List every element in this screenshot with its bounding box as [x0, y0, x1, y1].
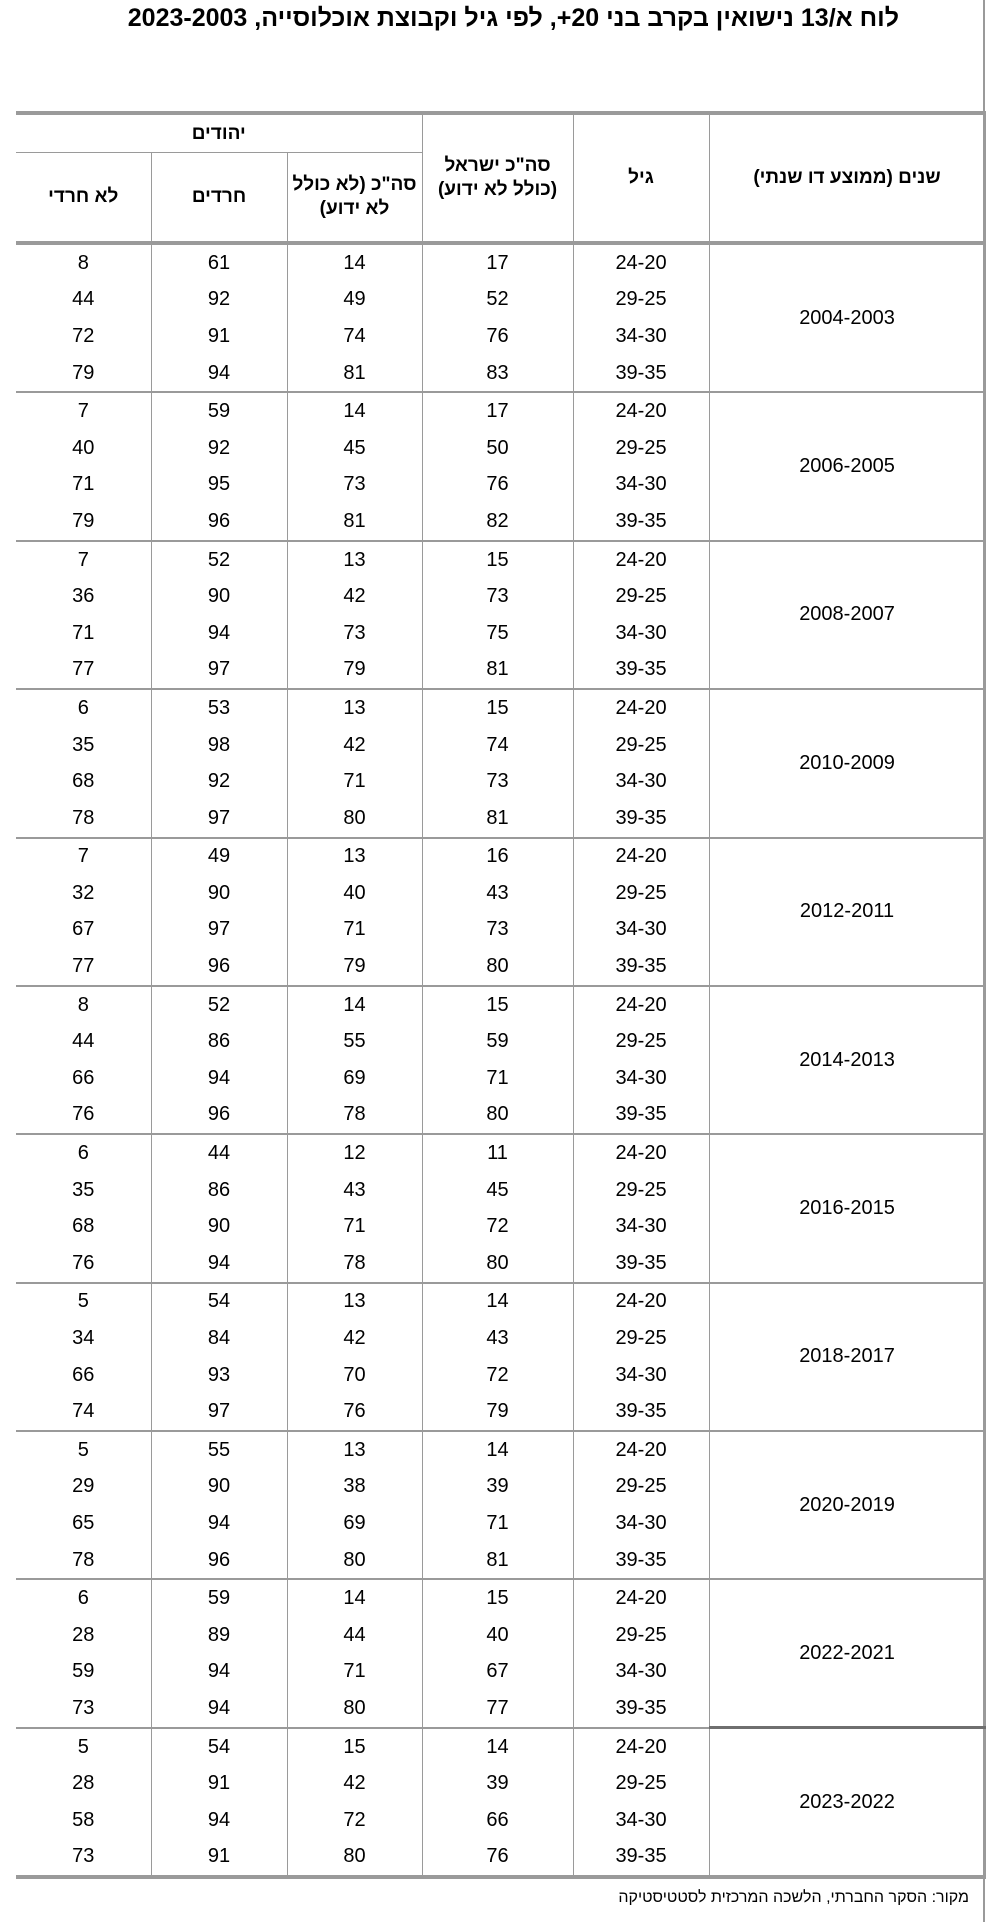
cell-jews-total: 42: [287, 1765, 422, 1802]
source-note: מקור: הסקר החברתי, הלשכה המרכזית לסטטיסטיקה: [618, 1889, 969, 1906]
cell-israel-total: 72: [422, 1208, 573, 1245]
table-row: [16, 1283, 985, 1321]
cell-israel-total: 76: [422, 467, 573, 504]
cell-haredim: 55: [151, 1431, 287, 1469]
cell-non-haredi: 7: [16, 838, 151, 876]
cell-jews-total: 81: [287, 355, 422, 393]
cell-age: 34-30: [573, 1357, 709, 1394]
cell-haredim: 54: [151, 1728, 287, 1766]
cell-israel-total: 83: [422, 355, 573, 393]
cell-jews-total: 42: [287, 1320, 422, 1357]
cell-age: 39-35: [573, 1839, 709, 1878]
cell-age: 29-25: [573, 1172, 709, 1209]
cell-haredim: 94: [151, 1505, 287, 1542]
cell-non-haredi: 72: [16, 318, 151, 355]
cell-israel-total: 80: [422, 1245, 573, 1283]
cell-haredim: 97: [151, 1393, 287, 1431]
cell-jews-total: 69: [287, 1505, 422, 1542]
cell-jews-total: 71: [287, 763, 422, 800]
cell-age: 34-30: [573, 318, 709, 355]
cell-israel-total: 11: [422, 1134, 573, 1172]
cell-non-haredi: 40: [16, 430, 151, 467]
cell-jews-total: 45: [287, 430, 422, 467]
cell-israel-total: 66: [422, 1802, 573, 1839]
cell-non-haredi: 79: [16, 503, 151, 541]
cell-age: 24-20: [573, 392, 709, 430]
cell-jews-total: 72: [287, 1802, 422, 1839]
cell-jews-total: 80: [287, 800, 422, 838]
cell-haredim: 84: [151, 1320, 287, 1357]
cell-jews-total: 79: [287, 652, 422, 690]
table-body: [16, 243, 985, 1877]
cell-israel-total: 81: [422, 1542, 573, 1580]
cell-haredim: 96: [151, 1542, 287, 1580]
cell-age: 24-20: [573, 1283, 709, 1321]
cell-non-haredi: 68: [16, 763, 151, 800]
cell-non-haredi: 6: [16, 689, 151, 727]
cell-years: 2022-2021: [709, 1579, 985, 1727]
cell-age: 34-30: [573, 467, 709, 504]
cell-years: 2004-2003: [709, 243, 985, 392]
cell-israel-total: 67: [422, 1654, 573, 1691]
table-row: [16, 1431, 985, 1469]
cell-haredim: 89: [151, 1617, 287, 1654]
cell-age: 24-20: [573, 1579, 709, 1617]
cell-jews-total: 38: [287, 1469, 422, 1506]
cell-age: 29-25: [573, 727, 709, 764]
header-jews-group: יהודים: [16, 113, 422, 153]
cell-non-haredi: 77: [16, 948, 151, 986]
cell-non-haredi: 76: [16, 1245, 151, 1283]
cell-non-haredi: 71: [16, 467, 151, 504]
cell-jews-total: 14: [287, 1579, 422, 1617]
cell-jews-total: 42: [287, 727, 422, 764]
cell-jews-total: 14: [287, 243, 422, 282]
cell-age: 39-35: [573, 652, 709, 690]
cell-israel-total: 14: [422, 1431, 573, 1469]
cell-israel-total: 15: [422, 689, 573, 727]
cell-israel-total: 77: [422, 1690, 573, 1728]
cell-jews-total: 73: [287, 467, 422, 504]
marriage-table: [16, 111, 986, 1879]
cell-years: 2023-2022: [709, 1728, 985, 1877]
cell-haredim: 96: [151, 1097, 287, 1135]
cell-jews-total: 13: [287, 689, 422, 727]
cell-haredim: 97: [151, 800, 287, 838]
cell-age: 34-30: [573, 615, 709, 652]
cell-israel-total: 43: [422, 875, 573, 912]
table-row: [16, 1579, 985, 1617]
cell-haredim: 59: [151, 392, 287, 430]
cell-haredim: 86: [151, 1172, 287, 1209]
cell-haredim: 59: [151, 1579, 287, 1617]
cell-israel-total: 74: [422, 727, 573, 764]
cell-jews-total: 73: [287, 615, 422, 652]
cell-age: 29-25: [573, 1023, 709, 1060]
cell-haredim: 92: [151, 763, 287, 800]
cell-jews-total: 81: [287, 503, 422, 541]
cell-israel-total: 16: [422, 838, 573, 876]
cell-jews-total: 80: [287, 1839, 422, 1878]
cell-israel-total: 14: [422, 1728, 573, 1766]
cell-jews-total: 70: [287, 1357, 422, 1394]
cell-non-haredi: 66: [16, 1357, 151, 1394]
cell-haredim: 98: [151, 727, 287, 764]
table-title: לוח א/13 נישואין בקרב בני 20+, לפי גיל וקבוצת אוכלוסייה, 2023-2003: [127, 4, 899, 32]
cell-age: 34-30: [573, 1802, 709, 1839]
cell-jews-total: 71: [287, 1208, 422, 1245]
cell-non-haredi: 8: [16, 986, 151, 1024]
cell-israel-total: 71: [422, 1505, 573, 1542]
cell-age: 34-30: [573, 1505, 709, 1542]
cell-israel-total: 59: [422, 1023, 573, 1060]
cell-non-haredi: 59: [16, 1654, 151, 1691]
cell-age: 24-20: [573, 1431, 709, 1469]
cell-years: 2014-2013: [709, 986, 985, 1134]
cell-non-haredi: 28: [16, 1617, 151, 1654]
cell-haredim: 94: [151, 615, 287, 652]
cell-age: 39-35: [573, 800, 709, 838]
cell-years: 2016-2015: [709, 1134, 985, 1282]
cell-israel-total: 17: [422, 243, 573, 282]
header-non-haredi: לא חרדי: [16, 153, 151, 244]
cell-age: 24-20: [573, 1728, 709, 1766]
table-row: [16, 689, 985, 727]
cell-haredim: 49: [151, 838, 287, 876]
cell-age: 29-25: [573, 1320, 709, 1357]
cell-non-haredi: 36: [16, 578, 151, 615]
cell-age: 39-35: [573, 503, 709, 541]
table-header: [16, 113, 985, 243]
cell-haredim: 86: [151, 1023, 287, 1060]
cell-age: 39-35: [573, 1097, 709, 1135]
cell-haredim: 91: [151, 1839, 287, 1878]
cell-haredim: 52: [151, 541, 287, 579]
cell-israel-total: 39: [422, 1765, 573, 1802]
cell-haredim: 90: [151, 1469, 287, 1506]
cell-israel-total: 81: [422, 800, 573, 838]
cell-age: 29-25: [573, 875, 709, 912]
cell-israel-total: 15: [422, 986, 573, 1024]
cell-haredim: 94: [151, 1060, 287, 1097]
cell-jews-total: 78: [287, 1097, 422, 1135]
cell-jews-total: 15: [287, 1728, 422, 1766]
cell-non-haredi: 58: [16, 1802, 151, 1839]
cell-israel-total: 82: [422, 503, 573, 541]
cell-non-haredi: 8: [16, 243, 151, 282]
cell-non-haredi: 34: [16, 1320, 151, 1357]
table-row: [16, 838, 985, 876]
cell-non-haredi: 35: [16, 727, 151, 764]
header-haredim: חרדים: [151, 153, 287, 244]
cell-age: 34-30: [573, 763, 709, 800]
cell-non-haredi: 74: [16, 1393, 151, 1431]
cell-non-haredi: 29: [16, 1469, 151, 1506]
cell-years: 2012-2011: [709, 838, 985, 986]
cell-jews-total: 40: [287, 875, 422, 912]
cell-israel-total: 14: [422, 1283, 573, 1321]
cell-haredim: 91: [151, 318, 287, 355]
cell-age: 39-35: [573, 1542, 709, 1580]
cell-non-haredi: 66: [16, 1060, 151, 1097]
cell-jews-total: 80: [287, 1690, 422, 1728]
cell-age: 29-25: [573, 282, 709, 319]
table-row: [16, 1134, 985, 1172]
cell-non-haredi: 7: [16, 392, 151, 430]
cell-non-haredi: 32: [16, 875, 151, 912]
cell-jews-total: 14: [287, 986, 422, 1024]
table-row: [16, 986, 985, 1024]
cell-haredim: 44: [151, 1134, 287, 1172]
cell-age: 39-35: [573, 1245, 709, 1283]
cell-non-haredi: 44: [16, 1023, 151, 1060]
cell-jews-total: 13: [287, 1431, 422, 1469]
cell-israel-total: 40: [422, 1617, 573, 1654]
header-age: גיל: [573, 113, 709, 243]
cell-haredim: 90: [151, 875, 287, 912]
cell-non-haredi: 73: [16, 1839, 151, 1878]
cell-haredim: 90: [151, 578, 287, 615]
cell-non-haredi: 5: [16, 1431, 151, 1469]
cell-haredim: 90: [151, 1208, 287, 1245]
cell-years: 2020-2019: [709, 1431, 985, 1579]
cell-haredim: 94: [151, 1245, 287, 1283]
cell-non-haredi: 6: [16, 1134, 151, 1172]
cell-israel-total: 73: [422, 763, 573, 800]
cell-non-haredi: 71: [16, 615, 151, 652]
cell-non-haredi: 67: [16, 912, 151, 949]
cell-jews-total: 71: [287, 1654, 422, 1691]
cell-haredim: 94: [151, 355, 287, 393]
cell-jews-total: 79: [287, 948, 422, 986]
cell-non-haredi: 44: [16, 282, 151, 319]
cell-non-haredi: 73: [16, 1690, 151, 1728]
cell-haredim: 92: [151, 430, 287, 467]
cell-israel-total: 45: [422, 1172, 573, 1209]
cell-years: 2006-2005: [709, 392, 985, 540]
cell-israel-total: 39: [422, 1469, 573, 1506]
cell-haredim: 95: [151, 467, 287, 504]
cell-israel-total: 76: [422, 1839, 573, 1878]
cell-israel-total: 76: [422, 318, 573, 355]
cell-israel-total: 50: [422, 430, 573, 467]
cell-haredim: 97: [151, 912, 287, 949]
cell-age: 39-35: [573, 948, 709, 986]
cell-jews-total: 71: [287, 912, 422, 949]
cell-age: 24-20: [573, 541, 709, 579]
cell-non-haredi: 5: [16, 1728, 151, 1766]
cell-age: 29-25: [573, 1617, 709, 1654]
table-row: [16, 541, 985, 579]
cell-non-haredi: 6: [16, 1579, 151, 1617]
cell-israel-total: 72: [422, 1357, 573, 1394]
cell-jews-total: 13: [287, 541, 422, 579]
cell-non-haredi: 5: [16, 1283, 151, 1321]
cell-non-haredi: 78: [16, 1542, 151, 1580]
cell-haredim: 96: [151, 503, 287, 541]
cell-jews-total: 13: [287, 838, 422, 876]
cell-jews-total: 76: [287, 1393, 422, 1431]
header-years: שנים (ממוצע דו שנתי): [709, 113, 985, 243]
cell-non-haredi: 77: [16, 652, 151, 690]
cell-israel-total: 73: [422, 912, 573, 949]
cell-non-haredi: 7: [16, 541, 151, 579]
cell-israel-total: 73: [422, 578, 573, 615]
cell-years: 2010-2009: [709, 689, 985, 837]
cell-israel-total: 80: [422, 948, 573, 986]
cell-age: 24-20: [573, 838, 709, 876]
cell-age: 24-20: [573, 986, 709, 1024]
header-israel-total: סה"כ ישראל (כולל לא ידוע): [422, 113, 573, 243]
cell-years: 2018-2017: [709, 1283, 985, 1431]
cell-haredim: 52: [151, 986, 287, 1024]
cell-jews-total: 14: [287, 392, 422, 430]
cell-years: 2008-2007: [709, 541, 985, 689]
cell-non-haredi: 68: [16, 1208, 151, 1245]
cell-haredim: 97: [151, 652, 287, 690]
cell-haredim: 91: [151, 1765, 287, 1802]
cell-israel-total: 75: [422, 615, 573, 652]
cell-jews-total: 12: [287, 1134, 422, 1172]
cell-haredim: 94: [151, 1802, 287, 1839]
cell-haredim: 92: [151, 282, 287, 319]
cell-jews-total: 78: [287, 1245, 422, 1283]
cell-non-haredi: 76: [16, 1097, 151, 1135]
cell-israel-total: 17: [422, 392, 573, 430]
cell-non-haredi: 78: [16, 800, 151, 838]
cell-haredim: 94: [151, 1654, 287, 1691]
cell-israel-total: 71: [422, 1060, 573, 1097]
cell-israel-total: 15: [422, 1579, 573, 1617]
cell-jews-total: 69: [287, 1060, 422, 1097]
cell-non-haredi: 65: [16, 1505, 151, 1542]
cell-jews-total: 43: [287, 1172, 422, 1209]
cell-israel-total: 15: [422, 541, 573, 579]
cell-jews-total: 44: [287, 1617, 422, 1654]
cell-jews-total: 42: [287, 578, 422, 615]
cell-age: 39-35: [573, 1393, 709, 1431]
cell-non-haredi: 35: [16, 1172, 151, 1209]
cell-jews-total: 80: [287, 1542, 422, 1580]
cell-age: 34-30: [573, 1060, 709, 1097]
cell-age: 34-30: [573, 1654, 709, 1691]
cell-israel-total: 79: [422, 1393, 573, 1431]
cell-non-haredi: 79: [16, 355, 151, 393]
cell-age: 29-25: [573, 1765, 709, 1802]
cell-age: 39-35: [573, 1690, 709, 1728]
cell-jews-total: 55: [287, 1023, 422, 1060]
cell-jews-total: 74: [287, 318, 422, 355]
cell-age: 29-25: [573, 430, 709, 467]
cell-israel-total: 43: [422, 1320, 573, 1357]
cell-haredim: 96: [151, 948, 287, 986]
cell-age: 34-30: [573, 1208, 709, 1245]
table-row: [16, 243, 985, 282]
cell-non-haredi: 28: [16, 1765, 151, 1802]
table-row: [16, 1728, 985, 1766]
cell-age: 24-20: [573, 243, 709, 282]
cell-age: 24-20: [573, 689, 709, 727]
header-jews-total: סה"כ (לא כולל לא ידוע): [287, 153, 422, 244]
table-row: [16, 392, 985, 430]
cell-haredim: 61: [151, 243, 287, 282]
cell-age: 34-30: [573, 912, 709, 949]
cell-haredim: 53: [151, 689, 287, 727]
cell-jews-total: 49: [287, 282, 422, 319]
cell-age: 24-20: [573, 1134, 709, 1172]
cell-haredim: 94: [151, 1690, 287, 1728]
cell-haredim: 54: [151, 1283, 287, 1321]
cell-age: 29-25: [573, 1469, 709, 1506]
cell-age: 39-35: [573, 355, 709, 393]
cell-israel-total: 81: [422, 652, 573, 690]
cell-jews-total: 13: [287, 1283, 422, 1321]
cell-haredim: 93: [151, 1357, 287, 1394]
cell-israel-total: 52: [422, 282, 573, 319]
cell-israel-total: 80: [422, 1097, 573, 1135]
cell-age: 29-25: [573, 578, 709, 615]
